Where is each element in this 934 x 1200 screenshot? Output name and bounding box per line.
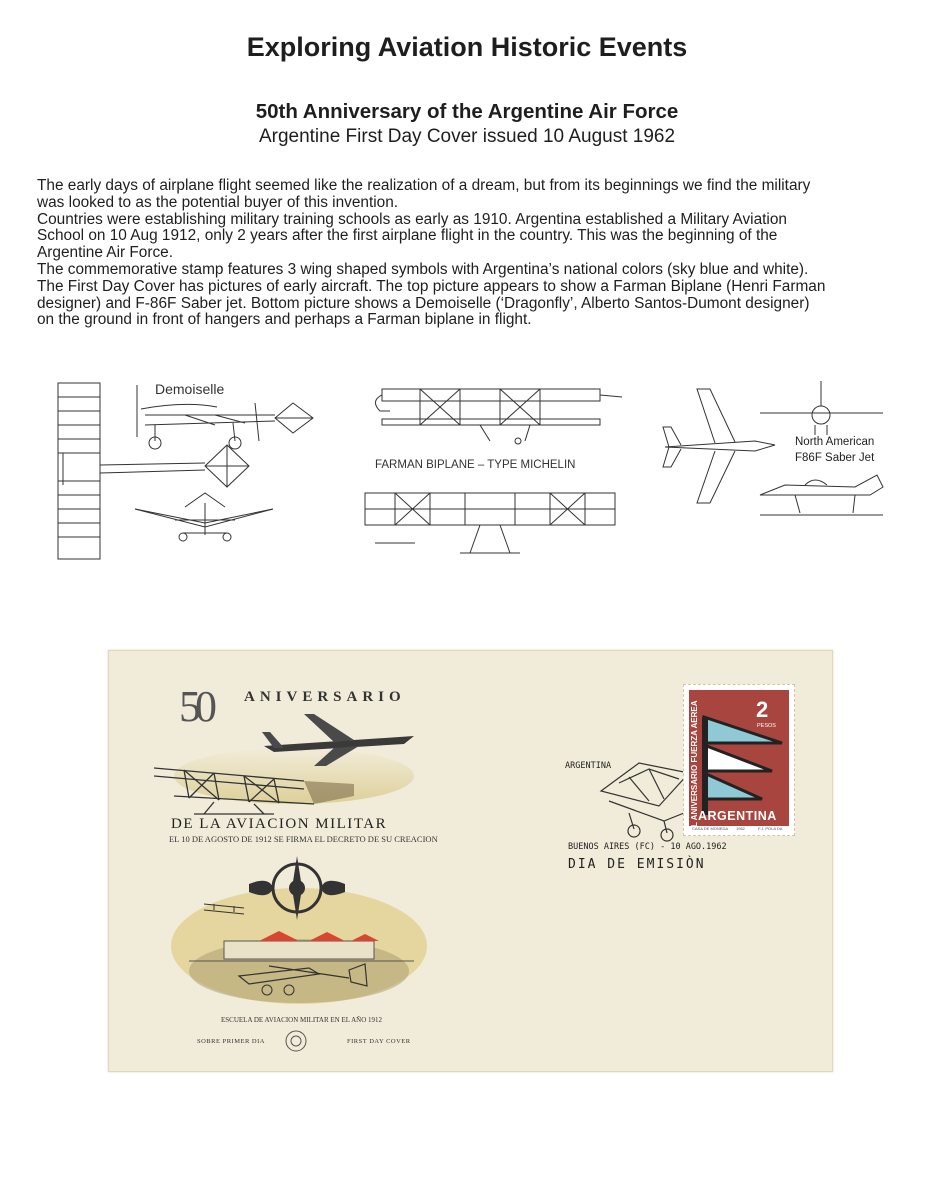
postage-stamp [683,684,795,836]
stamp-imprint-mid: 1962 [736,826,745,831]
saber-label-line1: North American [795,436,875,448]
body-line: Countries were establishing military training schools as early as 1910. Argentina established a Military Aviation [37,210,787,228]
saber-jet-drawing [655,375,890,525]
body-line: The commemorative stamp features 3 wing shaped symbols with Argentina’s national colors (sky blue and white). [37,260,809,278]
biplane-jet-engraving [154,706,424,816]
farman-drawing [360,375,625,565]
body-line: The early days of airplane flight seemed like the realization of a dream, but from its beginnings we find the military [37,177,811,194]
body-line: designer) and F-86F Saber jet. Bottom picture shows a Demoiselle (‘Dragonfly’, Alberto Santos-Dumont designer) [37,294,810,312]
cover-heading: DE LA AVIACION MILITAR [171,816,388,832]
wing-symbols-icon [702,715,786,819]
school-engraving [169,846,434,1011]
stamp-value: 2 [756,697,769,722]
postmark-text: BUENOS AIRES (FC) - 10 AGO.1962 [568,842,727,852]
stamp-imprint-right: F.J. POLA DA [758,826,783,831]
farman-label: FARMAN BIPLANE – TYPE MICHELIN [375,459,576,471]
stamp-unit: PESOS [757,723,776,729]
first-day-cover-label: FIRST DAY COVER [347,1038,411,1045]
seal-icon [284,1029,308,1053]
saber-label-line2: F86F Saber Jet [795,452,875,464]
body-text [37,178,907,329]
first-day-cover [108,650,833,1072]
demoiselle-drawing [55,375,320,565]
body-line: School on 10 Aug 1912, only 2 years after the first airplane flight in the country. This was the beginning of the [37,227,778,245]
aniversario-text: ANIVERSARIO [244,689,406,705]
stamp-vertical-text: L ANIVERSARIO FUERZA AEREA [690,700,699,827]
fifty-numeral: 50 [179,682,211,731]
decree-text: EL 10 DE AGOSTO DE 1912 SE FIRMA EL DECRETO DE SU CREACION [169,834,438,844]
body-line: on the ground in front of hangers and perhaps a Farman biplane in flight. [37,311,532,329]
page-subtitle: 50th Anniversary of the Argentine Air Force [255,100,679,123]
sobre-primer-dia: SOBRE PRIMER DIA [197,1038,265,1045]
body-line: was looked to as the potential buyer of this invention. [37,193,399,211]
issue-line: Argentine First Day Cover issued 10 August 1962 [258,126,676,147]
body-line: Argentine Air Force. [37,244,174,262]
demoiselle-label: Demoiselle [155,381,225,397]
school-caption: ESCUELA DE AVIACION MILITAR EN EL AÑO 1912 [221,1016,383,1024]
dia-de-emision: DIA DE EMISIÒN [568,857,706,872]
cachet-argentina: ARGENTINA [565,761,612,771]
body-line: The First Day Cover has pictures of early aircraft. The top picture appears to show a Farman Biplane (Henri Farman [37,277,826,295]
stamp-country: ARGENTINA [698,809,777,823]
stamp-imprint-left: CASA DE MONEDA [692,826,729,831]
page-title: Exploring Aviation Historic Events [246,32,688,62]
